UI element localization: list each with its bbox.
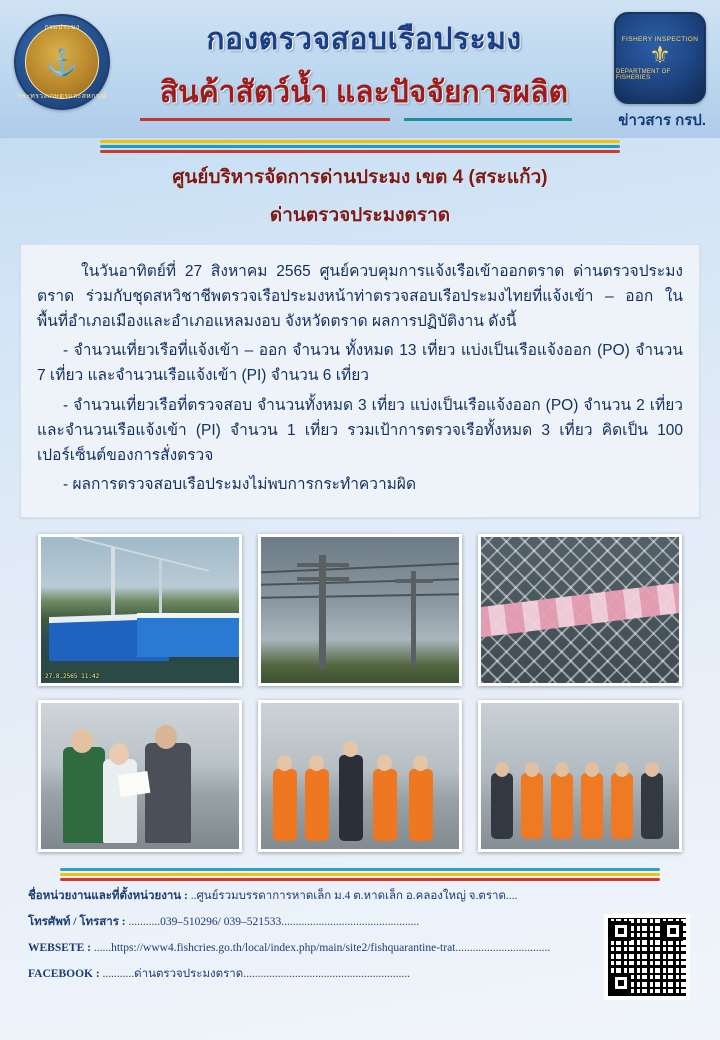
photo4-head-c bbox=[155, 725, 177, 749]
header-rule-red bbox=[140, 118, 390, 121]
footer-phone-label: โทรศัพท์ / โทรสาร : bbox=[28, 916, 129, 929]
qr-finder-top-left bbox=[611, 921, 631, 941]
footer-facebook-line[interactable] bbox=[28, 966, 692, 982]
footer-org-line bbox=[28, 888, 692, 904]
photo6-person-2 bbox=[521, 773, 543, 839]
report-body-card bbox=[20, 244, 700, 518]
photo5-head-4 bbox=[413, 755, 428, 771]
photo-grid bbox=[38, 534, 682, 852]
report-paragraph-4: - ผลการตรวจสอบเรือประมงไม่พบการกระทำความผิด bbox=[63, 475, 417, 493]
photo2-wire-1 bbox=[261, 563, 459, 573]
photo1-boat-b bbox=[137, 613, 242, 657]
photo4-person-b bbox=[103, 759, 137, 843]
qr-finder-bottom-left bbox=[611, 973, 631, 993]
photo6-head-5 bbox=[615, 762, 629, 777]
news-tag-label: ข่าวสาร กรป. bbox=[618, 112, 706, 129]
photo5-person-3 bbox=[373, 769, 397, 841]
footer-phone-line bbox=[28, 914, 692, 930]
photo5-head-2 bbox=[309, 755, 324, 771]
photo5-head-3 bbox=[377, 755, 392, 771]
photo5-officer bbox=[339, 755, 363, 841]
seal-inner bbox=[25, 25, 99, 99]
department-of-fisheries-seal-icon bbox=[14, 14, 110, 110]
emblem-top-text: FISHERY INSPECTION bbox=[621, 35, 699, 43]
photo-crew-lineup-inspection bbox=[478, 700, 682, 852]
photo-onboard-inspection-team bbox=[258, 700, 462, 852]
report-paragraph-1: ในวันอาทิตย์ที่ 27 สิงหาคม 2565 ศูนย์ควบคุมการแจ้งเรือเข้าออกตราด ด่านตรวจประมงตราด ร่วมกับชุดสหวิชาชีพตรวจเรือประมงหน้าท่าตรวจสอบเรือประมงไทยที่แจ้งเข้า – ออก ในพื้นที่อำเภอเมืองและอำเภอแหลมงอบ จังหวัดตราด ผลการปฏิบัติงาน ดังนี้ bbox=[37, 263, 683, 331]
seal-glyph-icon: ⚓ bbox=[45, 47, 79, 77]
page-title-line2: สินค้าสัตว์น้ำ และปัจจัยการผลิต bbox=[159, 76, 569, 109]
photo2-wire-3 bbox=[261, 593, 459, 598]
photo2-pole-2 bbox=[411, 571, 416, 665]
report-paragraph-2: - จำนวนเที่ยวเรือที่แจ้งเข้า – ออก จำนวน ทั้งหมด 13 เที่ยว แบ่งเป็นเรือแจ้งออก (PO) จำนวน 7 เที่ยว และจำนวนเรือแจ้งเข้า (PI) จำนวน 6 เที่ยว bbox=[37, 342, 683, 385]
report-paragraph-3: - จำนวนเที่ยวเรือที่ตรวจสอบ จำนวนทั้งหมด 3 เที่ยว แบ่งเป็นเรือแจ้งออก (PO) จำนวน 2 เที่ยว และจำนวนเรือแจ้งเข้า (PI) จำนวน 1 เที่ยว รวมเป้าการตรวจเรือทั้งหมด 3 เที่ยว คิดเป็น 100 เปอร์เซ็นต์ของการสั่งตรวจ bbox=[37, 396, 683, 464]
footer-divider-bars bbox=[60, 868, 660, 884]
photo6-person-1 bbox=[491, 773, 513, 839]
footer-bar-teal bbox=[60, 868, 660, 871]
photo1-mast bbox=[111, 547, 115, 625]
divider-bar-red bbox=[100, 150, 620, 153]
photo5-person-4 bbox=[409, 769, 433, 841]
footer-website-line[interactable] bbox=[28, 940, 692, 956]
photo6-person-5 bbox=[611, 773, 633, 839]
footer-bar-yellow bbox=[60, 873, 660, 876]
footer-facebook-label: FACEBOOK : bbox=[28, 968, 103, 981]
photo4-document bbox=[118, 771, 151, 797]
footer-facebook-value[interactable]: ...........ด่านตรวจประมงตราด.......................................................... bbox=[102, 968, 410, 981]
photo6-head-1 bbox=[495, 762, 509, 777]
photo6-person-6 bbox=[641, 773, 663, 839]
photo-officers-interview-crew bbox=[38, 700, 242, 852]
photo-power-poles-sky bbox=[258, 534, 462, 686]
photo-fishing-net-closeup bbox=[478, 534, 682, 686]
footer-phone-value: ...........039–510296/ 039–521533................................................ bbox=[128, 916, 420, 929]
photo4-head-a bbox=[71, 729, 93, 753]
footer-contact-block bbox=[28, 888, 692, 998]
page-title-line1: กองตรวจสอบเรือประมง bbox=[206, 23, 522, 56]
divider-bar-yellow bbox=[100, 140, 620, 143]
photo-fishing-boats-at-pier bbox=[38, 534, 242, 686]
footer-website-value[interactable]: ......https://www4.fishcries.go.th/local/index.php/main/site2/fishquarantine-trat................................. bbox=[93, 942, 551, 955]
poster-header bbox=[0, 0, 720, 138]
footer-bar-red bbox=[60, 878, 660, 881]
photo2-crossarm-1 bbox=[297, 563, 349, 567]
footer-org-label: ชื่อหน่วยงานและที่ตั้งหน่วยงาน : bbox=[28, 889, 191, 902]
photo1-rigging bbox=[73, 536, 209, 572]
photo5-person-1 bbox=[273, 769, 297, 841]
photo6-head-6 bbox=[645, 762, 659, 777]
seal-ring-bottom-text: กระทรวงเกษตรและสหกรณ์ bbox=[17, 93, 107, 100]
header-title-block bbox=[118, 16, 610, 116]
photo6-person-3 bbox=[551, 773, 573, 839]
center-name-heading: ศูนย์บริหารจัดการด่านประมง เขต 4 (สระแก้ว) bbox=[172, 167, 548, 188]
emblem-wing-icon: ⚜ bbox=[649, 41, 671, 69]
divider-bar-teal bbox=[100, 145, 620, 148]
photo5-head-officer bbox=[343, 741, 358, 757]
fishery-inspection-emblem-icon bbox=[614, 12, 706, 104]
header-rule-teal bbox=[404, 118, 572, 121]
header-divider-bars bbox=[0, 140, 720, 156]
photo6-head-2 bbox=[525, 762, 539, 777]
qr-code[interactable] bbox=[604, 914, 690, 1000]
qr-finder-top-right bbox=[663, 921, 683, 941]
photo2-crossarm-3 bbox=[395, 579, 433, 583]
checkpoint-heading: ด่านตรวจประมงตราด bbox=[269, 205, 451, 226]
photo5-head-1 bbox=[277, 755, 292, 771]
photo4-head-b bbox=[109, 743, 129, 765]
photo6-head-4 bbox=[585, 762, 599, 777]
photo6-head-3 bbox=[555, 762, 569, 777]
photo4-person-a bbox=[63, 747, 105, 843]
photo5-person-2 bbox=[305, 769, 329, 841]
photo2-pole-1 bbox=[319, 555, 326, 669]
footer-website-label: WEBSETE : bbox=[28, 942, 94, 955]
photo6-person-4 bbox=[581, 773, 603, 839]
seal-ring-top-text: กรมประมง bbox=[44, 24, 80, 31]
footer-org-value: ..ศูนย์รวมบรรดาการหาดเล็ก ม.4 ต.หาดเล็ก อ.คลองใหญ่ จ.ตราด.... bbox=[190, 889, 518, 902]
photo4-person-c bbox=[145, 743, 191, 843]
photo3-net-tape bbox=[478, 582, 682, 638]
photo2-crossarm-2 bbox=[297, 577, 349, 581]
emblem-bottom-text: DEPARTMENT OF FISHERIES bbox=[616, 68, 671, 81]
photo1-timestamp: 27.8.2565 11:42 bbox=[45, 672, 100, 680]
